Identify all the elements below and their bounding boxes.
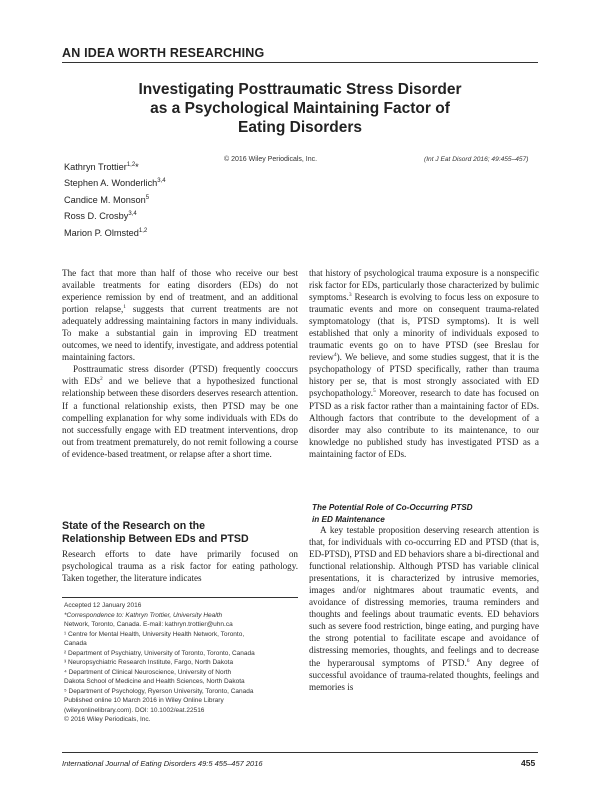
title-line: Investigating Posttraumatic Stress Disorder xyxy=(138,81,462,98)
author: Stephen A. Wonderlich$^{3,4}$ xyxy=(64,178,166,189)
section-heading: State of the Research on the Relationship Between EDs and PTSD xyxy=(62,520,249,546)
left-column-text-2 xyxy=(62,548,298,584)
article-title xyxy=(62,80,538,137)
author-list xyxy=(64,158,166,240)
paragraph: that history of psychological trauma exposure is a nonspecific risk factor for EDs, particularly those characterized by bulimic symptoms.$^3$ Research is evolving to focus less on exposure to traumatic events and more on consequent trauma-related symptomatology (that is, PTSD symptoms). It is well established that only a minority of individuals exposed to traumatic events go on to have PTSD (see Breslau for review$^4$). We believe, and some studies suggest, that it is the psychopathology of PTSD specifically, rather than trauma history per se, that is most strongly associated with ED psychopathology.$^5$ Moreover, research to date has focused on PTSD as a risk factor rather than a maintaining factor of EDs. Although factors that contribute to the development of a disorder may also contribute to its maintenance, to our knowledge no published study has investigated PTSD as a maintaining factor of EDs. xyxy=(309,268,539,459)
right-column-text-2 xyxy=(309,524,539,693)
footer-rule xyxy=(62,752,538,753)
footer-journal-info: International Journal of Eating Disorders 49:5 455–457 2016 xyxy=(62,759,263,768)
title-line: Eating Disorders xyxy=(237,119,363,136)
author: Candice M. Monson$^5$ xyxy=(64,194,150,205)
section-label: AN IDEA WORTH RESEARCHING xyxy=(62,46,265,60)
paragraph: Research efforts to date have primarily focused on psychological trauma as a risk factor for eating pathology. Taken together, the literature indicates xyxy=(62,549,298,584)
copyright-notice: © 2016 Wiley Periodicals, Inc. xyxy=(224,156,318,163)
author: Ross D. Crosby$^{3,4}$ xyxy=(64,211,137,222)
paragraph: Posttraumatic stress disorder (PTSD) frequently cooccurs with EDs$^2$ and we believe that a hypothesized functional relationship between these disorders deserves research attention. If a functional relationship exists, then PTSD may be one compelling explanation for why some individuals with EDs do not successfully engage with ED treatment interventions, drop out from treatment prematurely, do not remit following a course of evidence-based treatment, or relapse after a short time. xyxy=(62,364,299,459)
page-number: 455 xyxy=(521,758,536,768)
author: Kathryn Trottier$^{1,2}$* xyxy=(64,162,139,173)
header-rule xyxy=(62,62,538,63)
right-column-text xyxy=(309,267,539,460)
left-column-text xyxy=(62,267,298,460)
subsection-heading: The Potential Role of Co-Occurring PTSD in ED Maintenance xyxy=(312,503,473,524)
article-notes: Accepted 12 January 2016 *Correspondence to: Kathryn Trottier, University Health Network, Toronto, Canada. E-mail: kathryn.trottier@uhn.ca ¹ Centre for Mental Health, University Health Network, Toronto, Canada ² Department of Psychiatry, University of Toronto, Toronto, Canada ³ Neuropsychiatric Research Institute, Fargo, North Dakota ⁴ Department of Clinical Neuroscience, University of North Dakota School of Medicine and Health Sciences, North Dakota ⁵ Department of Psychology, Ryerson University, Toronto, Canada Published online 10 March 2016 in Wiley Online Library (wileyonlinelibrary.com). DOI: 10.1002/eat.22516 © 2016 Wiley Periodicals, Inc. xyxy=(64,602,255,723)
author: Marion P. Olmsted$^{1,2}$ xyxy=(64,227,148,238)
title-line: as a Psychological Maintaining Factor of xyxy=(150,100,450,117)
footnote-rule xyxy=(62,597,298,598)
paragraph: The fact that more than half of those who receive our best available treatments for eating disorders (EDs) do not experience remission by end of treatment, and an additional portion relapse,$^1$ suggests that current treatments are not adequately addressing maintaining factors in many individuals. To make a substantial gain in improving ED treatment outcomes, we need to identify, investigate, and address potential maintaining factors. xyxy=(62,268,298,363)
journal-citation: (Int J Eat Disord 2016; 49:455–457) xyxy=(424,156,529,163)
paragraph: A key testable proposition deserving research attention is that, for individuals with co-occurring ED and PTSD (that is, ED-PTSD), PTSD and ED behaviors share a bi-directional and functional relationship. Although PTSD has variable clinical presentations, it is characterized by intrusive memories, images and/or nightmares about traumatic events, and avoidance of distressing memories, trauma reminders and thoughts and feelings about traumatic events. ED behaviors such as severe food restriction, binge eating, and purging have the strong potential to facilitate escape and avoidance of distressing memories, thoughts, and feelings and to decrease the hyperarousal symptoms of PTSD.$^6$ Any degree of successful avoidance of trauma-related thoughts, feelings and memories is xyxy=(309,525,539,692)
